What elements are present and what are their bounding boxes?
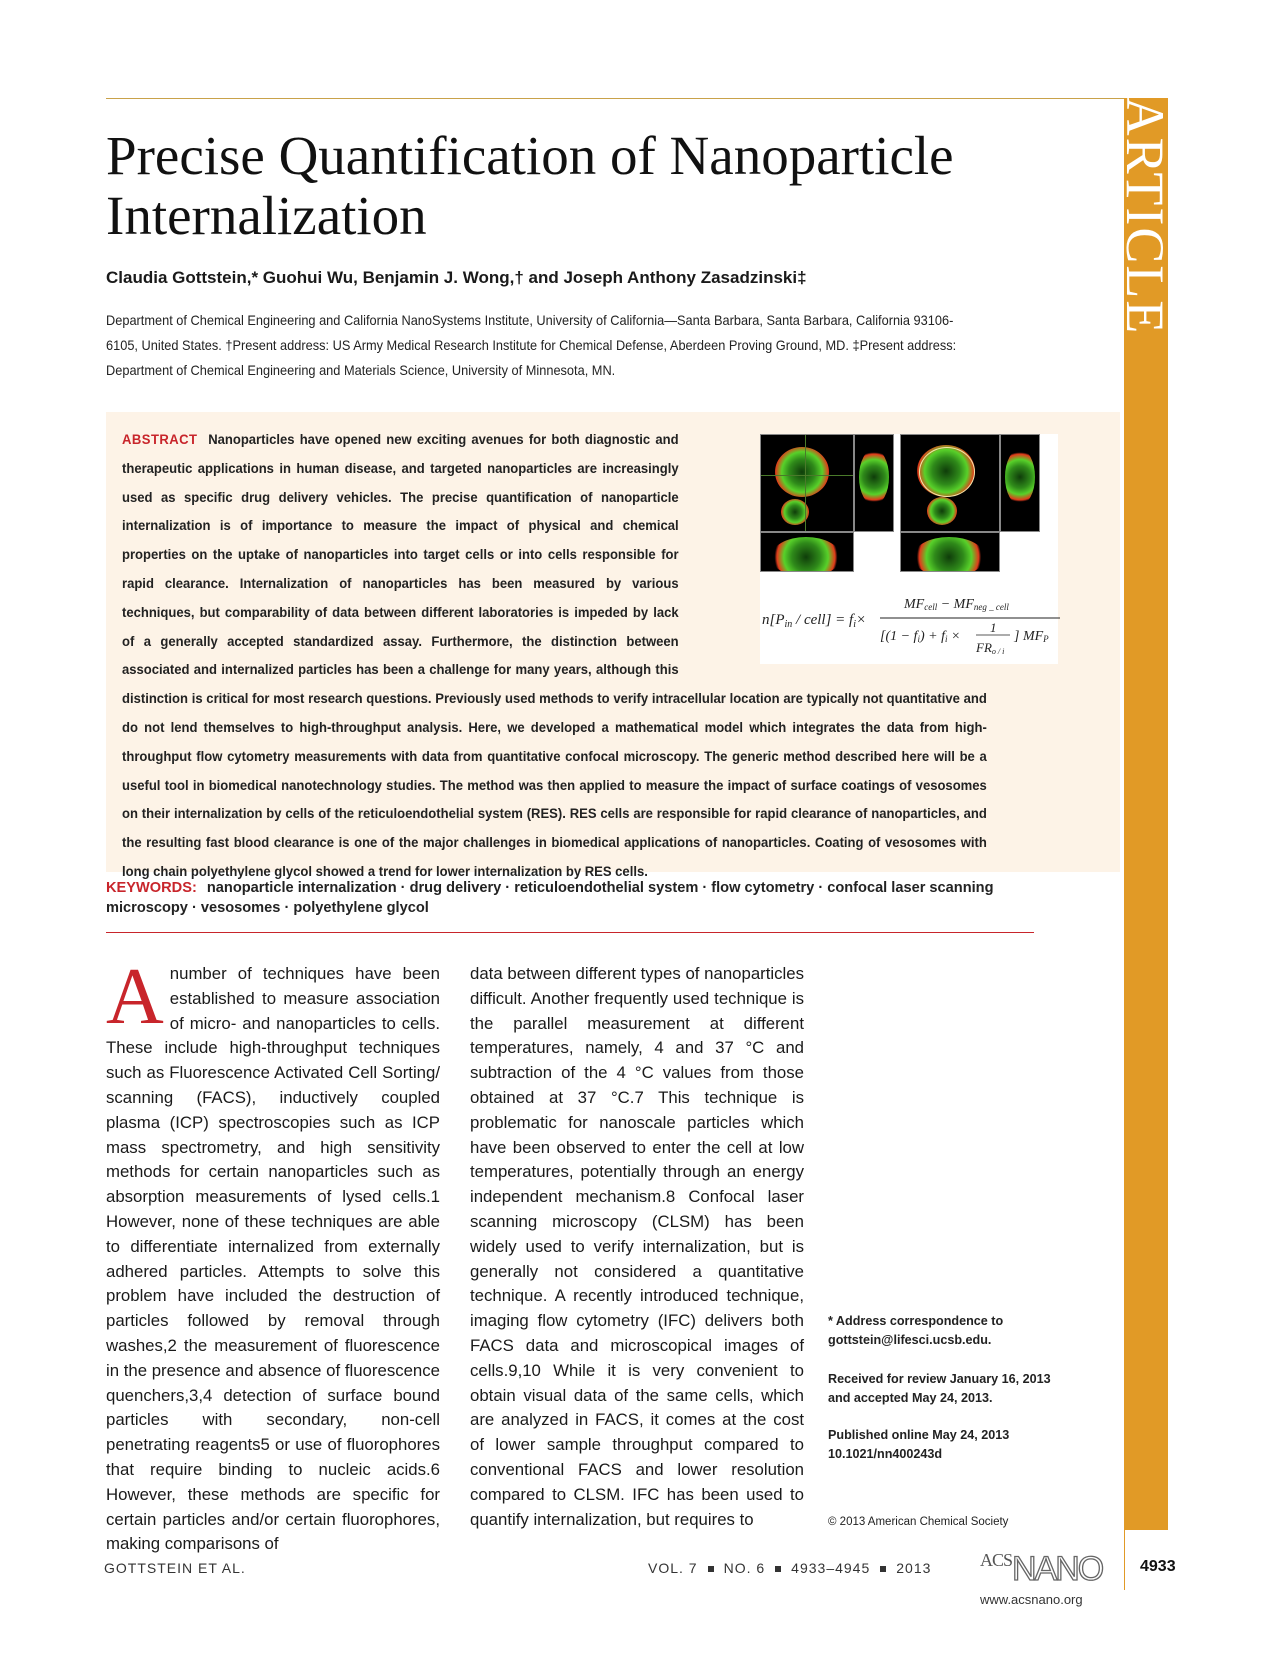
top-rule [106,98,1124,99]
copyright: © 2013 American Chemical Society [828,1516,1009,1528]
keywords [106,878,1006,918]
side-bar-tail [1124,1530,1125,1590]
article-side-label: ARTICLE [1115,96,1175,336]
footer-citation [648,1560,931,1576]
footer-volume: VOL. 7 [648,1560,698,1576]
confocal-image-1 [760,434,854,532]
svg-text:[(1 − fi) + fi ×: [(1 − fi) + fi × [880,629,961,644]
confocal-side-2 [1000,434,1040,532]
internalization-equation [762,594,1062,660]
drop-cap: A [106,953,164,1041]
body-column-1 [106,953,440,1557]
abstract-label: ABSTRACT [122,432,198,448]
confocal-bottom-2 [900,532,1000,572]
author-list: Claudia Gottstein,* Guohui Wu, Benjamin J. Wong,† and Joseph Anthony Zasadzinski‡ [106,268,807,287]
footer-authors: GOTTSTEIN ET AL. [104,1560,246,1576]
confocal-bottom-1 [760,532,854,572]
svg-text:1: 1 [990,620,997,635]
footer-year: 2013 [896,1560,932,1576]
footer-pages: 4933–4945 [791,1560,871,1576]
page-number: 4933 [1140,1558,1176,1575]
body-text-col2: data between different types of nanoparticles difficult. Another frequently used technique is the parallel measurement at different temperatures, namely, 4 and 37 °C and subtraction of the 4 °C values from those obtained at 37 °C.7 This technique is problematic for nanoscale particles which have been observed to enter the cell at low temperatures, potentially through an energy independent mechanism.8 Confocal laser scanning microscopy (CLSM) has been widely used to verify internalization, but is generally not considered a quantitative technique. A recently introduced technique, imaging flow cytometry (IFC) delivers both FACS data and microscopical images of cells.9,10 While it is very convenient to obtain visual data of the same cells, which are analyzed in FACS, it comes at the cost of lower sample throughput compared to conventional FACS and lower resolution compared to CLSM. IFC has been used to quantify internalization, but requires to [470,964,804,1529]
affiliations: Department of Chemical Engineering and California NanoSystems Institute, University of California—Santa Barbara, Santa Barbara, California 93106-6105, United States. †Present address: US Army Medical Research Institute for Chemical Defense, Aberdeen Proving Ground, MD. ‡Present address: Department of Chemical Engineering and Materials Science, University of Minnesota, MN. [106,313,957,378]
svg-text:n[Pin / cell] = fi×: $n[P_{in}$ / cell] = $f_i\times$ [762,612,867,630]
footer-issue: NO. 6 [723,1560,766,1576]
received-note: Received for review January 16, 2013 and accepted May 24, 2013. [828,1372,1051,1405]
acs-nano-logo: ACSNANO [980,1550,1103,1588]
confocal-side-1 [854,434,894,532]
confocal-image-2 [900,434,1000,532]
published-note: Published online May 24, 2013 [828,1428,1010,1442]
doi-note: 10.1021/nn400243d [828,1447,943,1461]
abstract-text: Nanoparticles have opened new exciting avenues for both diagnostic and therapeutic applications in human disease, and targeted nanoparticles are increasingly used as specific drug delivery vehicles. The precise quantification of nanoparticle internalization is of importance to measure the impact of physical and chemical properties on the uptake of nanoparticles into target cells or into cells responsible for rapid clearance. Internalization of nanoparticles has been measured by various techniques, but comparability of data between different laboratories is impeded by lack of a generally accepted standardized assay. Furthermore, the distinction between associated and internalized particles has been a challenge for many years, although this distinction is critical for most research questions. Previously used methods to verify intracellular location are typically not quantitative and do not lend themselves to high-throughput analysis. Here, we developed a mathematical model which integrates the data from high-throughput flow cytometry measurements with data from quantitative confocal microscopy. The generic method described here will be a useful tool in biomedical nanotechnology studies. The method was then applied to measure the impact of surface coatings of vesosomes on their internalization by cells of the reticuloendothelial system (RES). RES cells are responsible for rapid clearance of nanoparticles, and the resulting fast blood clearance is one of the major challenges in biomedical applications of nanoparticles. Coating of vesosomes with long chain polyethylene glycol showed a trend for lower internalization by RES cells. [122,432,987,880]
keywords-label: KEYWORDS: [106,880,197,896]
body-text-col1: number of techniques have been established to measure association of micro- and nanoparticles to cells. These include high-throughput techniques such as Fluorescence Activated Cell Sorting/ scanning (FACS), inductively coupled plasma (ICP) spectroscopies such as ICP mass spectrometry, and high sensitivity methods for certain nanoparticles such as absorption measurements of lysed cells.1 However, none of these techniques are able to differentiate internalized from externally adhered particles. Attempts to solve this problem have included the destruction of particles followed by removal through washes,2 the measurement of fluorescence in the presence and absence of fluorescence quenchers,3,4 detection of surface bound particles with secondary, non-cell penetrating reagents5 or use of fluorophores that require binding to nucleic acids.6 However, these methods are specific for certain particles and/or certain fluorophores, making comparisons of [106,964,440,1554]
correspondence-note: * Address correspondence to gottstein@lifesci.ucsb.edu. [828,1314,1004,1347]
keywords-rule [106,932,1034,933]
svg-text:MFcell − MFneg _ cell: MFcell − MFneg _ cell [904,597,1009,612]
svg-text:] MFP: ] MFP [1014,629,1049,644]
svg-text:FRo / i: FRo / i [976,640,1005,656]
journal-url[interactable]: www.acsnano.org [980,1592,1083,1607]
article-title: Precise Quantification of Nanoparticle Internalization [106,125,954,246]
body-column-2 [470,962,804,1532]
keywords-text: nanoparticle internalization · drug delivery · reticuloendothelial system · flow cytometry · confocal laser scanning microscopy · vesosomes · polyethylene glycol [106,880,994,916]
